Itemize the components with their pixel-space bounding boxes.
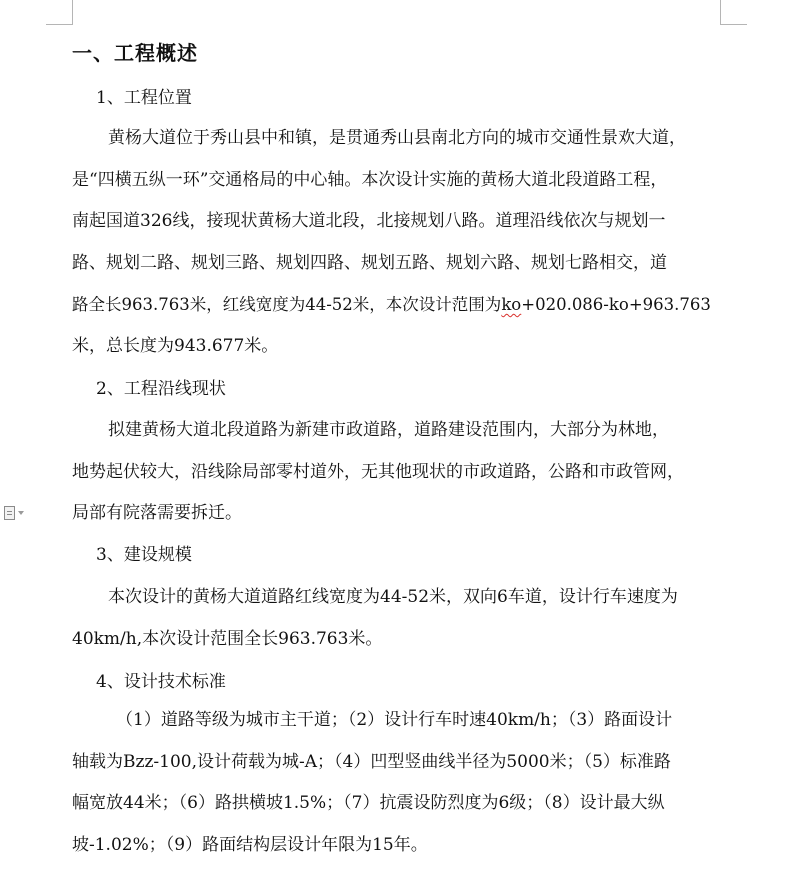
paragraph-line: 米，总长度为943.677米。 — [72, 335, 279, 356]
paragraph-options-button[interactable] — [4, 505, 34, 521]
paragraph-scale — [72, 577, 722, 660]
paragraph-line — [72, 284, 722, 326]
page-corner-mark-top-right — [720, 0, 747, 25]
section-heading-standards: 4、设计技术标准 — [96, 672, 226, 692]
paragraph-line: 地势起伏较大，沿线除局部零村道外，无其他现状的市政道路，公路和市政管网， — [72, 461, 684, 482]
paragraph-line: 局部有院落需要拆迁。 — [72, 503, 242, 523]
paragraph-line: 拟建黄杨大道北段道路为新建市政道路，道路建设范围内，大部分为林地， — [108, 420, 669, 440]
chevron-down-icon — [18, 511, 24, 515]
section-heading-location: 1、工程位置 — [96, 88, 192, 108]
paragraph-line: 本次设计的黄杨大道道路红线宽度为44-52米，双向6车道，设计行车速度为 — [108, 587, 678, 607]
paragraph-line: 轴载为Bzz-100,设计荷载为城-A；（4）凹型竖曲线半径为5000米；（5）标准路 — [72, 751, 671, 772]
section-heading-scale: 3、建设规模 — [96, 545, 192, 565]
paragraph-line: （1）道路等级为城市主干道；（2）设计行车时速40km/h；（3）路面设计 — [116, 710, 673, 730]
paragraph-location — [72, 118, 722, 367]
paragraph-line: 是“四横五纵一环”交通格局的中心轴。本次设计实施的黄杨大道北段道路工程， — [72, 169, 668, 190]
page-corner-mark-top-left — [46, 0, 73, 25]
spellcheck-flagged-word[interactable]: ko — [501, 295, 522, 314]
paragraph-line: 路、规划二路、规划三路、规划四路、规划五路、规划六路、规划七路相交，道 — [72, 252, 667, 273]
line-text: 路全长963.763米，红线宽度为44-52米，本次设计范围为 — [72, 295, 502, 314]
document-icon — [4, 506, 15, 520]
paragraph-standards — [72, 700, 722, 866]
paragraph-line: 坡-1.02%；（9）路面结构层设计年限为15年。 — [72, 834, 428, 855]
line-text: +020.086-ko+963.763 — [521, 295, 711, 314]
paragraph-current-status — [72, 410, 722, 535]
paragraph-line: 南起国道326线，接现状黄杨大道北段，北接规划八路。道理沿线依次与规划一 — [72, 211, 666, 231]
paragraph-line: 40km/h,本次设计范围全长963.763米。 — [72, 628, 383, 649]
paragraph-line: 黄杨大道位于秀山县中和镇，是贯通秀山县南北方向的城市交通性景欢大道， — [108, 128, 686, 148]
chapter-heading: 一、工程概述 — [72, 41, 198, 65]
paragraph-line: 幅宽放44米；（6）路拱横坡1.5%；（7）抗震设防烈度为6级；（8）设计最大纵 — [72, 793, 665, 813]
section-heading-current-status: 2、工程沿线现状 — [96, 379, 226, 399]
